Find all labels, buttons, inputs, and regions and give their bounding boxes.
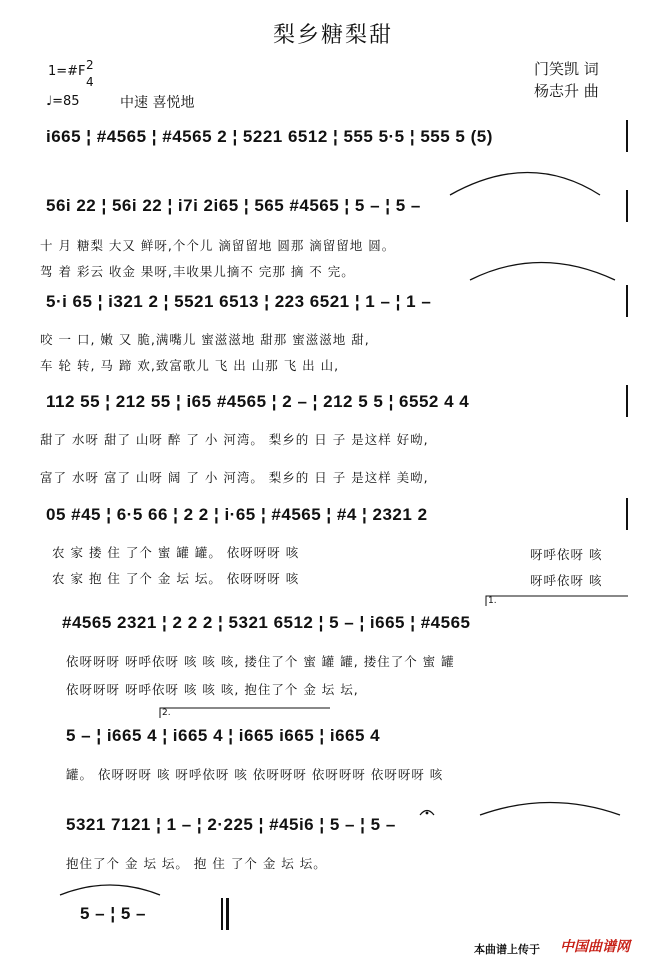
- notation-line-4: 112 55 ¦ 212 55 ¦ i65 #4565 ¦ 2 – ¦ 212 5 5 ¦ 6552 4 4: [46, 392, 470, 411]
- lyric-line-6-verse-2: 依呀呀呀 呀呼依呀 咳 咳 咳, 抱住了个 金 坛 坛,: [66, 682, 359, 697]
- lyric-line-4-verse-2: 富了 水呀 富了 山呀 阔 了 小 河湾。 梨乡的 日 子 是这样 美呦,: [40, 470, 429, 485]
- notation-line-2: 56i 22 ¦ 56i 22 ¦ i7i 2i65 ¦ 565 #4565 ¦ 5 – ¦ 5 –: [46, 196, 421, 215]
- tie-curve: [450, 173, 600, 196]
- lyric-line-5-ending-verse-1: 呀呼依呀 咳: [530, 547, 603, 562]
- notation-line-7: 5 – ¦ i665 4 ¦ i665 4 ¦ i665 i665 ¦ i665 4: [66, 726, 381, 745]
- time-signature-top: 2: [86, 58, 94, 72]
- lyric-line-5-verse-1: 农 家 搂 住 了个 蜜 罐 罐。 依呀呀呀 咳: [52, 545, 300, 560]
- second-ending-bracket: [160, 708, 330, 718]
- composer-credit: 杨志升 曲: [534, 82, 599, 100]
- time-signature-bottom: 4: [86, 75, 94, 89]
- lyric-line-8: 抱住了个 金 坛 坛。 抱 住 了个 金 坛 坛。: [66, 856, 327, 871]
- lyric-line-5-ending-verse-2: 呀呼依呀 咳: [530, 573, 603, 588]
- notation-line-1: i665 ¦ #4565 ¦ #4565 2 ¦ 5221 6512 ¦ 555 5·5 ¦ 555 5 (5): [46, 127, 493, 146]
- notation-line-8: 5321 7121 ¦ 1 – ¦ 2·225 ¦ #45i6 ¦ 5 – ¦ 5 –: [66, 815, 396, 834]
- site-logo: 中国曲谱网: [560, 939, 630, 955]
- lyricist-credit: 门笑凯 词: [534, 60, 599, 78]
- lyric-line-5-verse-2: 农 家 抱 住 了个 金 坛 坛。 依呀呀呀 咳: [52, 571, 300, 586]
- tempo-description: 中速 喜悦地: [120, 95, 195, 111]
- tempo-marking: ♩=85: [46, 94, 80, 109]
- lyric-line-7: 罐。 依呀呀呀 咳 呀呼依呀 咳 依呀呀呀 依呀呀呀 依呀呀呀 咳: [66, 767, 444, 782]
- tie-curve: [470, 263, 615, 281]
- tie-curve: [480, 803, 620, 816]
- notation-line-5: 05 #45 ¦ 6·5 66 ¦ 2 2 ¦ i·65 ¦ #4565 ¦ #4 ¦ 2321 2: [46, 505, 428, 524]
- fermata-dot: [426, 812, 429, 815]
- lyric-line-3-verse-2: 车 轮 转, 马 蹄 欢,致富歌儿 飞 出 山那 飞 出 山,: [40, 358, 340, 373]
- lyric-line-3-verse-1: 咬 一 口, 嫩 又 脆,满嘴儿 蜜滋滋地 甜那 蜜滋滋地 甜,: [40, 332, 370, 347]
- key-signature: 1=#F: [48, 64, 86, 79]
- first-ending-bracket: [486, 596, 628, 606]
- notation-line-9: 5 – ¦ 5 –: [80, 904, 146, 923]
- lyric-line-6-verse-1: 依呀呀呀 呀呼依呀 咳 咳 咳, 搂住了个 蜜 罐 罐, 搂住了个 蜜 罐: [66, 654, 455, 669]
- lyric-line-4-verse-1: 甜了 水呀 甜了 山呀 醉 了 小 河湾。 梨乡的 日 子 是这样 好呦,: [40, 432, 429, 447]
- lyric-line-2-verse-2: 驾 着 彩云 收金 果呀,丰收果儿摘不 完那 摘 不 完。: [40, 264, 355, 279]
- notation-line-6: #4565 2321 ¦ 2 2 2 ¦ 5321 6512 ¦ 5 – ¦ i665 ¦ #4565: [62, 613, 471, 632]
- upload-note: 本曲谱上传于: [474, 943, 540, 956]
- tie-curve: [60, 885, 160, 895]
- second-ending-marker: 2.: [162, 708, 171, 718]
- lyric-line-2-verse-1: 十 月 糖梨 大又 鲜呀,个个儿 滴留留地 圆那 滴留留地 圆。: [40, 238, 396, 253]
- first-ending-marker: 1.: [488, 596, 497, 606]
- song-title: 梨乡糖梨甜: [272, 23, 393, 48]
- notation-line-3: 5·i 65 ¦ i321 2 ¦ 5521 6513 ¦ 223 6521 ¦ 1 – ¦ 1 –: [46, 292, 432, 311]
